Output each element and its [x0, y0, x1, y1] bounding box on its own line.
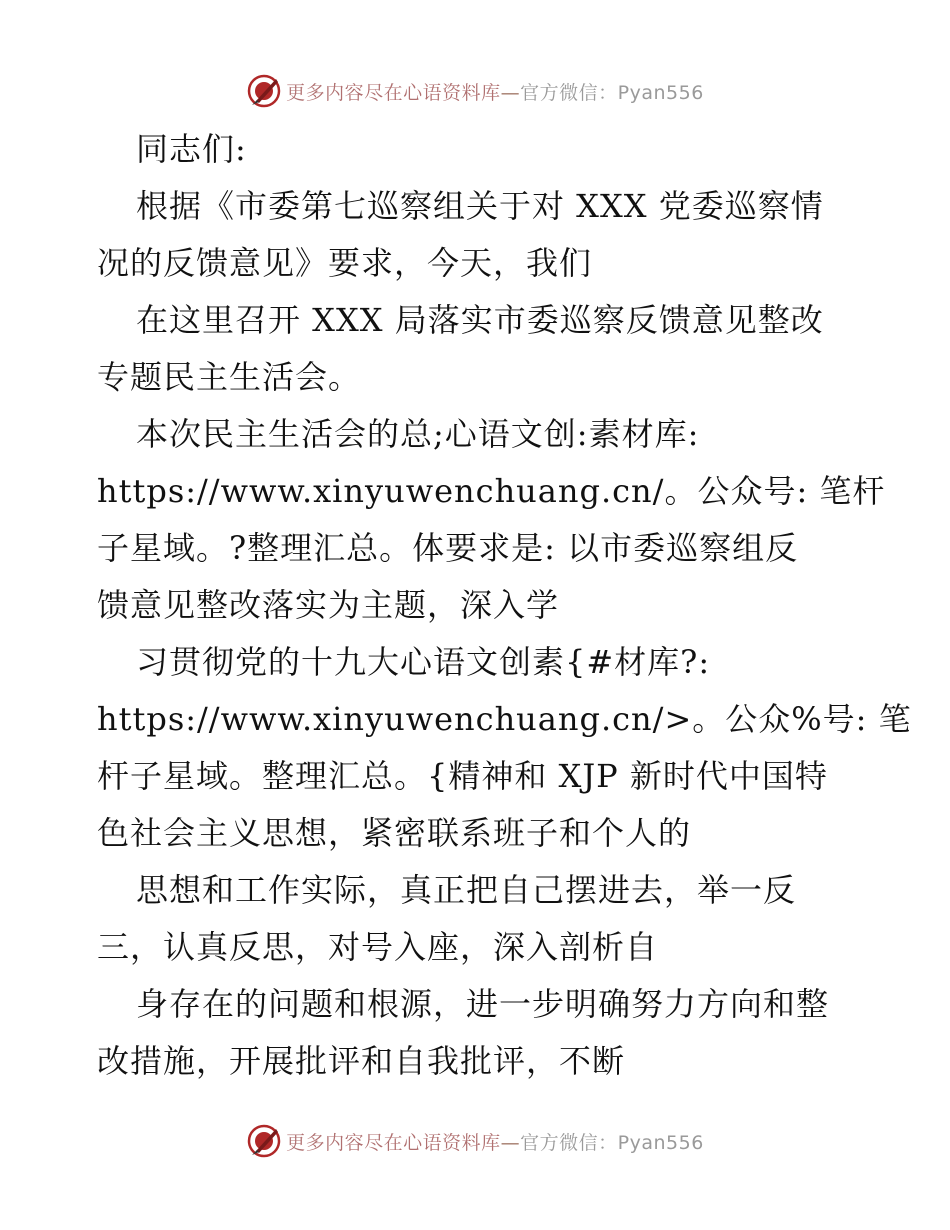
watermark-separator: —	[500, 1131, 521, 1154]
text-line: 专题民主生活会。	[97, 358, 362, 396]
watermark-title: 更多内容尽在心语资料库	[286, 81, 501, 104]
text-line: 根据《市委第七巡察组关于对 XXX 党委巡察情	[136, 187, 824, 225]
pen-logo-icon	[246, 73, 282, 109]
text-line: 改措施，开展批评和自我批评，不断	[97, 1042, 626, 1080]
text-line: https://www.xinyuwenchuang.cn/。公众号: 笔杆	[97, 472, 886, 510]
text-line: 本次民主生活会的总;心语文创:素材库:	[136, 415, 700, 453]
watermark-text	[286, 1128, 704, 1155]
text-line: 馈意见整改落实为主题，深入学	[97, 586, 560, 624]
text-line: 同志们:	[136, 130, 247, 168]
text-line: 杆子星域。整理汇总。{精神和 XJP 新时代中国特	[97, 757, 828, 795]
footer-watermark	[0, 1121, 950, 1161]
watermark-text	[286, 78, 704, 105]
text-line: 习贯彻党的十九大心语文创素{#材库?:	[136, 643, 711, 681]
pen-logo-icon	[246, 1123, 282, 1159]
text-line: 子星域。?整理汇总。体要求是: 以市委巡察组反	[97, 529, 799, 567]
text-line: 色社会主义思想，紧密联系班子和个人的	[97, 814, 692, 852]
watermark-wechat: 官方微信：Pyan556	[520, 81, 704, 104]
text-line: 在这里召开 XXX 局落实市委巡察反馈意见整改	[136, 301, 824, 339]
text-line: 三，认真反思，对号入座，深入剖析自	[97, 928, 659, 966]
header-watermark	[0, 71, 950, 111]
text-line: https://www.xinyuwenchuang.cn/>。公众%号: 笔	[97, 700, 912, 738]
text-line: 身存在的问题和根源，进一步明确努力方向和整	[136, 985, 830, 1023]
watermark-wechat: 官方微信：Pyan556	[520, 1131, 704, 1154]
text-line: 思想和工作实际，真正把自己摆进去，举一反	[136, 871, 797, 909]
document-body	[97, 121, 912, 1090]
watermark-separator: —	[500, 81, 521, 104]
text-line: 况的反馈意见》要求，今天，我们	[97, 244, 593, 282]
watermark-title: 更多内容尽在心语资料库	[286, 1131, 501, 1154]
